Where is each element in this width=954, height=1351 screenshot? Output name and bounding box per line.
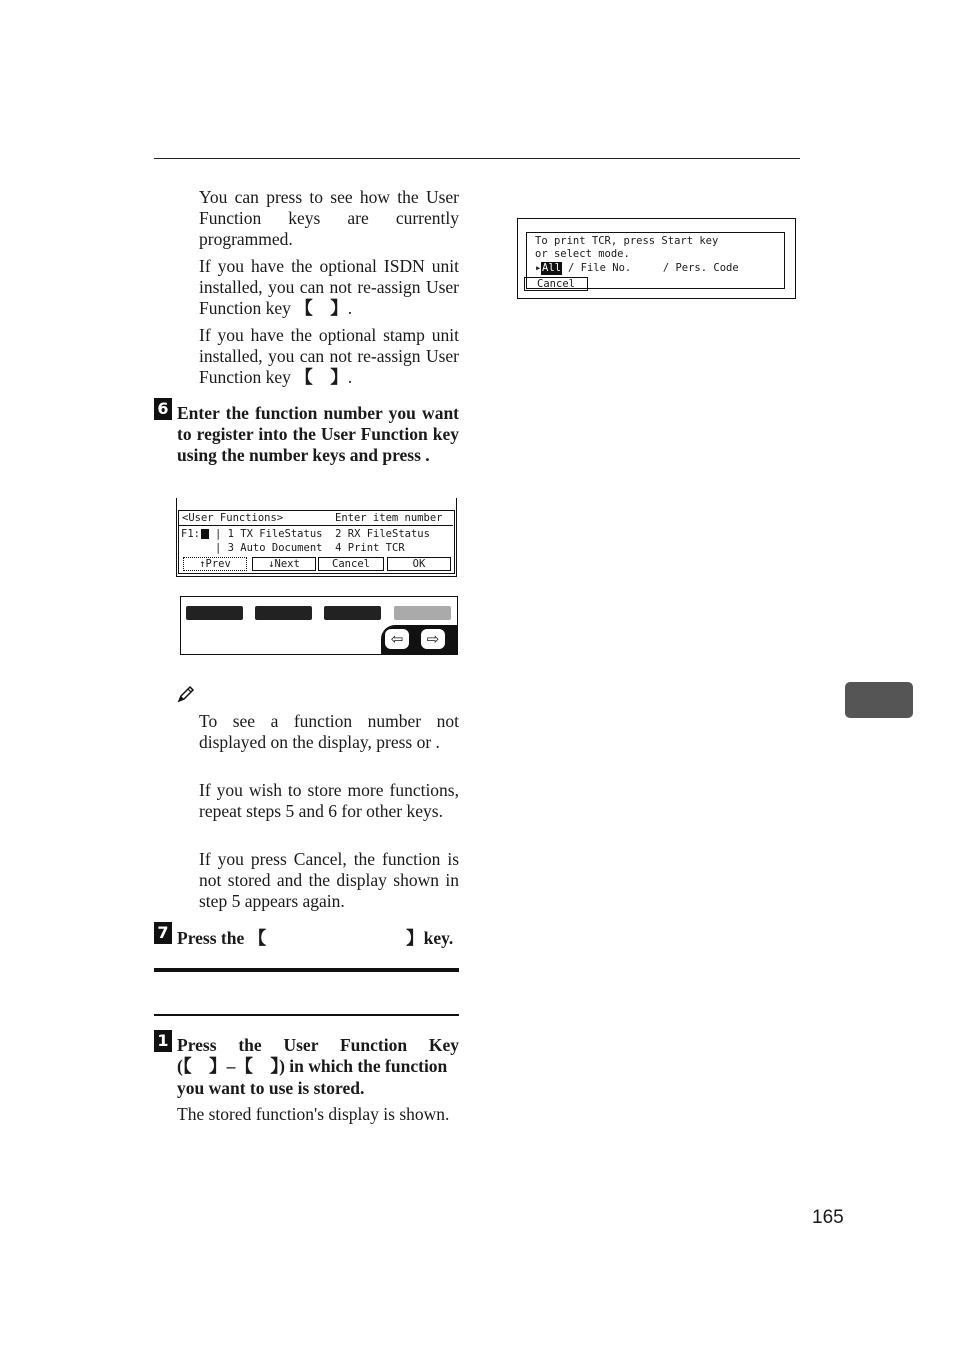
- lcd-next-button[interactable]: ↓Next: [252, 557, 316, 571]
- lcd-right-options: / File No. / Pers. Code: [568, 262, 739, 274]
- lcd-right-line1: To print TCR, press Start key: [535, 235, 719, 247]
- lcd-prev-button[interactable]: ↑Prev: [183, 557, 247, 571]
- lcd-header-right: Enter item number: [335, 512, 443, 524]
- lcd-row1: | 1 TX FileStatus 2 RX FileStatus: [215, 528, 430, 540]
- control-panel: [180, 596, 458, 655]
- right-arrow-icon[interactable]: ⇨: [421, 629, 445, 649]
- lcd-header-left: <User Functions>: [182, 512, 284, 524]
- note-store-more: If you wish to store more functions, repeat steps 5 and 6 for other keys.: [199, 780, 459, 821]
- note-cancel: If you press Cancel, the function is not stored and the display shown in step 5 appears again.: [199, 849, 459, 911]
- lcd-row2: | 3 Auto Document 4 Print TCR: [215, 542, 405, 554]
- step-1-text: Press the User Function Key (【 】–【 】) in which the function you want to use is stored.: [177, 1035, 459, 1098]
- lcd-row1-prefix: F1:: [181, 528, 200, 540]
- note-function-number: To see a function number not displayed on the display, press or .: [199, 711, 459, 752]
- lcd-header-divider: [178, 525, 453, 526]
- function-key-4[interactable]: [394, 606, 451, 620]
- step-1-body: The stored function's display is shown.: [177, 1104, 450, 1124]
- step-7-number: 7: [154, 922, 172, 944]
- left-arrow-icon[interactable]: ⇦: [385, 629, 409, 649]
- function-key-2[interactable]: [255, 606, 312, 620]
- lcd-ok-button[interactable]: OK: [387, 557, 451, 571]
- section-rule-thick: [154, 968, 459, 972]
- step-6-number: 6: [154, 398, 172, 420]
- lcd-right-cancel-button[interactable]: Cancel: [524, 277, 588, 291]
- pencil-icon: [176, 684, 196, 704]
- lcd-right-pointer: ▸: [535, 262, 542, 274]
- lcd-user-functions: [176, 498, 457, 577]
- lcd-print-tcr: [517, 218, 796, 299]
- note-stamp: If you have the optional stamp unit installed, you can not re-assign User Function key 【 】.: [199, 325, 459, 388]
- lcd-right-line2: or select mode.: [535, 248, 630, 260]
- header-rule: [154, 158, 800, 159]
- note-isdn: If you have the optional ISDN unit installed, you can not re-assign User Function key 【 】.: [199, 256, 459, 319]
- chapter-tab: [845, 682, 913, 718]
- function-key-1[interactable]: [186, 606, 243, 620]
- cursor-block: [201, 529, 209, 539]
- option-all-selected[interactable]: All: [542, 262, 561, 274]
- function-key-3[interactable]: [324, 606, 381, 620]
- lcd-cancel-button[interactable]: Cancel: [318, 557, 384, 571]
- page-number: 165: [812, 1207, 844, 1228]
- step-7-text: Press the 【 】key.: [177, 928, 454, 949]
- step-1-number: 1: [154, 1030, 172, 1052]
- step-6-text: Enter the function number you want to register into the User Function key using the number keys and press .: [177, 403, 459, 465]
- section-rule-thin: [154, 1014, 459, 1016]
- note-press-to-see: You can press to see how the User Function keys are currently programmed.: [199, 187, 459, 249]
